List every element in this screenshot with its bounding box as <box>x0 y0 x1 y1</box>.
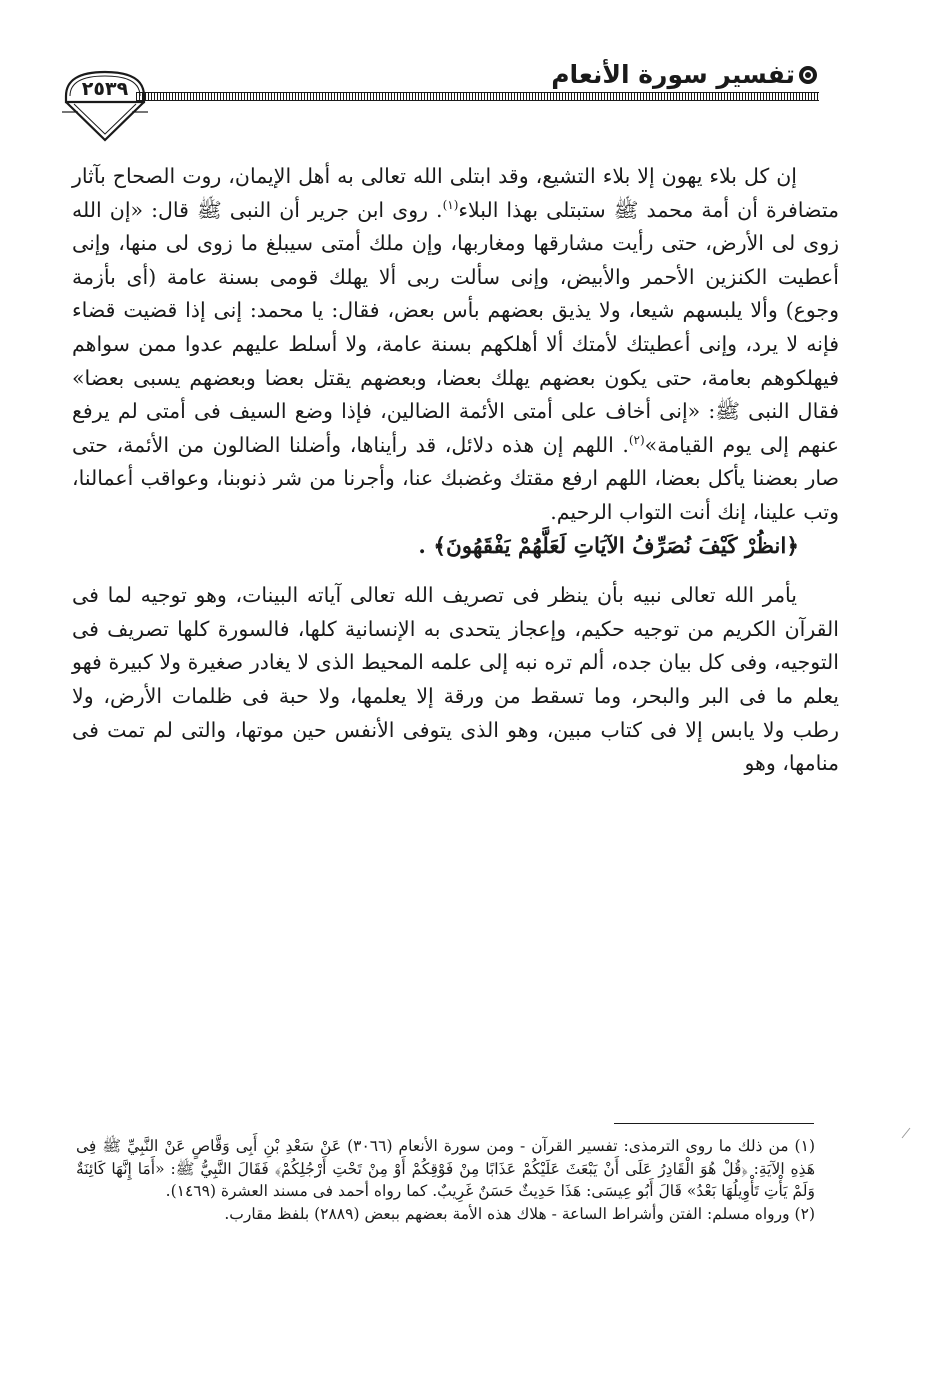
paragraph-1-ending: . اللهم إن هذه دلائل، قد رأيناها، وأضلنا الضالون من الأئمة، حتى صار بعضنا يأكل بعضا، اللهم ارفع مقتك وغضبك عنا، وأجرنا من شر ذنوبنا، وعواقب أعمالنا، وتب علينا، إنك أنت التواب الرحيم. <box>72 432 839 524</box>
page-number: ٢٥٣٩ <box>81 78 129 100</box>
header-rule <box>136 92 819 101</box>
paragraph-1 <box>72 160 839 530</box>
footnotes <box>76 1135 815 1225</box>
paragraph-2: يأمر الله تعالى نبيه بأن ينظر فى تصريف الله تعالى آياته البينات، وهو توجيه لما فى القرآن الكريم من توجيه حكيم، وإعجاز يتحدى به الإنسانية كلها، فالسورة كلها تصريف فى التوجيه، وفى كل بيان جده، ألم تره نبه إلى علمه المحيط الذى لا يغادر صغيرة ولا كبيرة فهو يعلم ما فى البر والبحر، وما تسقط من ورقة إلا يعلمها، ولا حبة فى ظلمات الأرض، ولا رطب ولا يابس إلا فى كتاب مبين، وهو الذى يتوفى الأنفس حين موتها، والتى لم تمت فى منامها، وهو <box>72 583 839 776</box>
paragraph-1-continuation: . روى ابن جرير أن النبى ﷺ قال: «إن الله زوى لى الأرض، حتى رأيت مشارقها ومغاربها، وإن ملك أمتى سيبلغ ما زوى لى منها، وإنى أعطيت الكنزين الأحمر والأبيض، وإنى سألت ربى ألا يهلك قومى بسنة عامة (أى بأزمة وجوع) وألا يلبسهم شيعا، ولا يذيق بعضهم بأس بعض، فقال: يا محمد: إنى إذا قضيت قضاء فإنه لا يرد، وإنى أعطيتك لأمتك ألا أهلكهم بسنة عامة، ولا أسلط عليهم عدوا ممن سواهم فيهلكوهم بعامة، حتى يكون بعضهم يهلك بعضا، وبعضهم يقتل بعضا وبعضهم يسبى بعضا» فقال النبى ﷺ: «إنى أخاف على أمتى الأئمة الضالين، فإذا وضع السيف فى أمتى لم يرفع عنهم إلى يوم القيامة» <box>72 197 839 457</box>
main-text <box>72 160 839 781</box>
footnote-ref-2: (٢) <box>628 432 645 447</box>
margin-mark-icon <box>900 1126 914 1140</box>
running-header-title: تفسير سورة الأنعام <box>551 60 795 89</box>
footnote-2: (٢) ورواه مسلم: الفتن وأشراط الساعة - هلاك هذه الأمة بعضهم ببعض (٢٨٨٩) بلفظ مقارب. <box>224 1204 815 1223</box>
footnote-1: (١) من ذلك ما روى الترمذى: تفسير القرآن - ومن سورة الأنعام (٣٠٦٦) عَنْ سَعْدِ بْنِ أَبِى وَقَّاصٍ عَنْ النَّبِيِّ ﷺ فِى هَذِهِ الآيَةِ: ﴿قُلْ هُوَ الْقَادِرُ عَلَى أَنْ يَبْعَثَ عَلَيْكُمْ عَذَابًا مِنْ فَوْقِكُمْ أَوْ مِنْ تَحْتِ أَرْجُلِكُمْ﴾ فَقَالَ النَّبِيُّ ﷺ: «أَمَا إِنَّهَا كَائِنَةٌ وَلَمْ يَأْتِ تَأْوِيلُهَا بَعْدُ» قَالَ أَبُو عِيسَى: هَذَا حَدِيثٌ حَسَنٌ غَرِيبٌ. كما رواه أحمد فى مسند العشرة (١٤٦٩). <box>76 1137 815 1200</box>
paragraph-1-text: إن كل بلاء يهون إلا بلاء التشيع، وقد ابتلى الله تعالى به أهل الإيمان، روت الصحاح بآثار متضافرة أن أمة محمد ﷺ ستبتلى بهذا البلاء <box>72 164 839 222</box>
ornament-icon <box>797 64 819 86</box>
quran-verse: ﴿انظُرْ كَيْفَ نُصَرِّفُ الآيَاتِ لَعَلَّهُمْ يَفْقَهُونَ﴾ . <box>418 533 799 559</box>
footnote-ref-1: (١) <box>442 197 459 212</box>
footnote-separator <box>614 1123 814 1124</box>
